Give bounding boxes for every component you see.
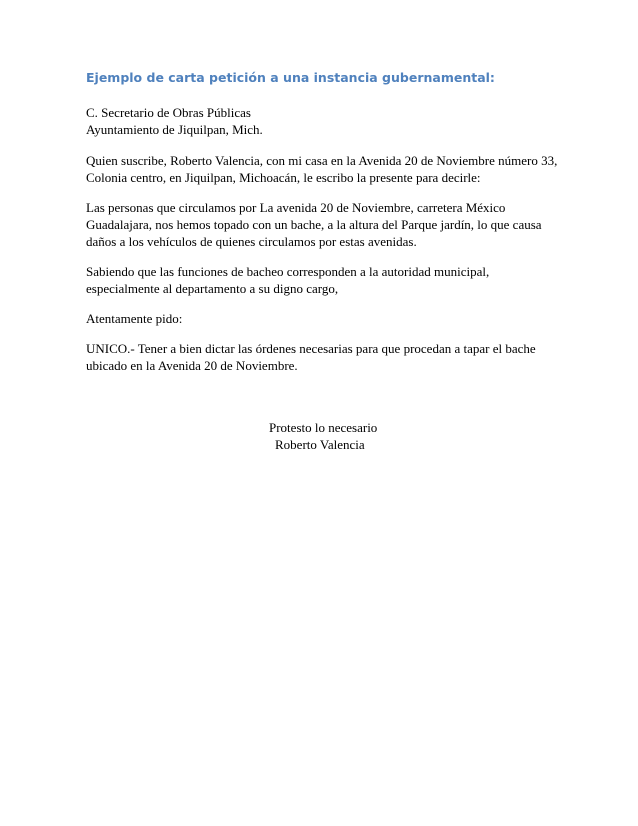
signature-name: Roberto Valencia [275, 437, 365, 452]
recipient-line-2: Ayuntamiento de Jiquilpan, Mich. [86, 122, 263, 137]
letter-heading: Ejemplo de carta petición a una instancia gubernamental: [86, 70, 495, 85]
problem-line-1: Las personas que circulamos por La avenida 20 de Noviembre, carretera México [86, 200, 506, 215]
intro-line-1: Quien suscribe, Roberto Valencia, con mi casa en la Avenida 20 de Noviembre número 33, [86, 153, 558, 168]
intro-line-2: Colonia centro, en Jiquilpan, Michoacán, le escribo la presente para decirle: [86, 170, 481, 185]
request-line-1: UNICO.- Tener a bien dictar las órdenes necesarias para que procedan a tapar el bache [86, 341, 536, 356]
reason-line-2: especialmente al departamento a su digno cargo, [86, 281, 339, 296]
closing-line: Atentamente pido: [86, 311, 183, 326]
problem-line-3: daños a los vehículos de quienes circulamos por estas avenidas. [86, 234, 417, 249]
recipient-line-1: C. Secretario de Obras Públicas [86, 105, 251, 120]
request-line-2: ubicado en la Avenida 20 de Noviembre. [86, 358, 298, 373]
problem-line-2: Guadalajara, nos hemos topado con un bache, a la altura del Parque jardín, lo que causa [86, 217, 542, 232]
reason-line-1: Sabiendo que las funciones de bacheo corresponden a la autoridad municipal, [86, 264, 490, 279]
signature-line-1: Protesto lo necesario [269, 420, 378, 435]
